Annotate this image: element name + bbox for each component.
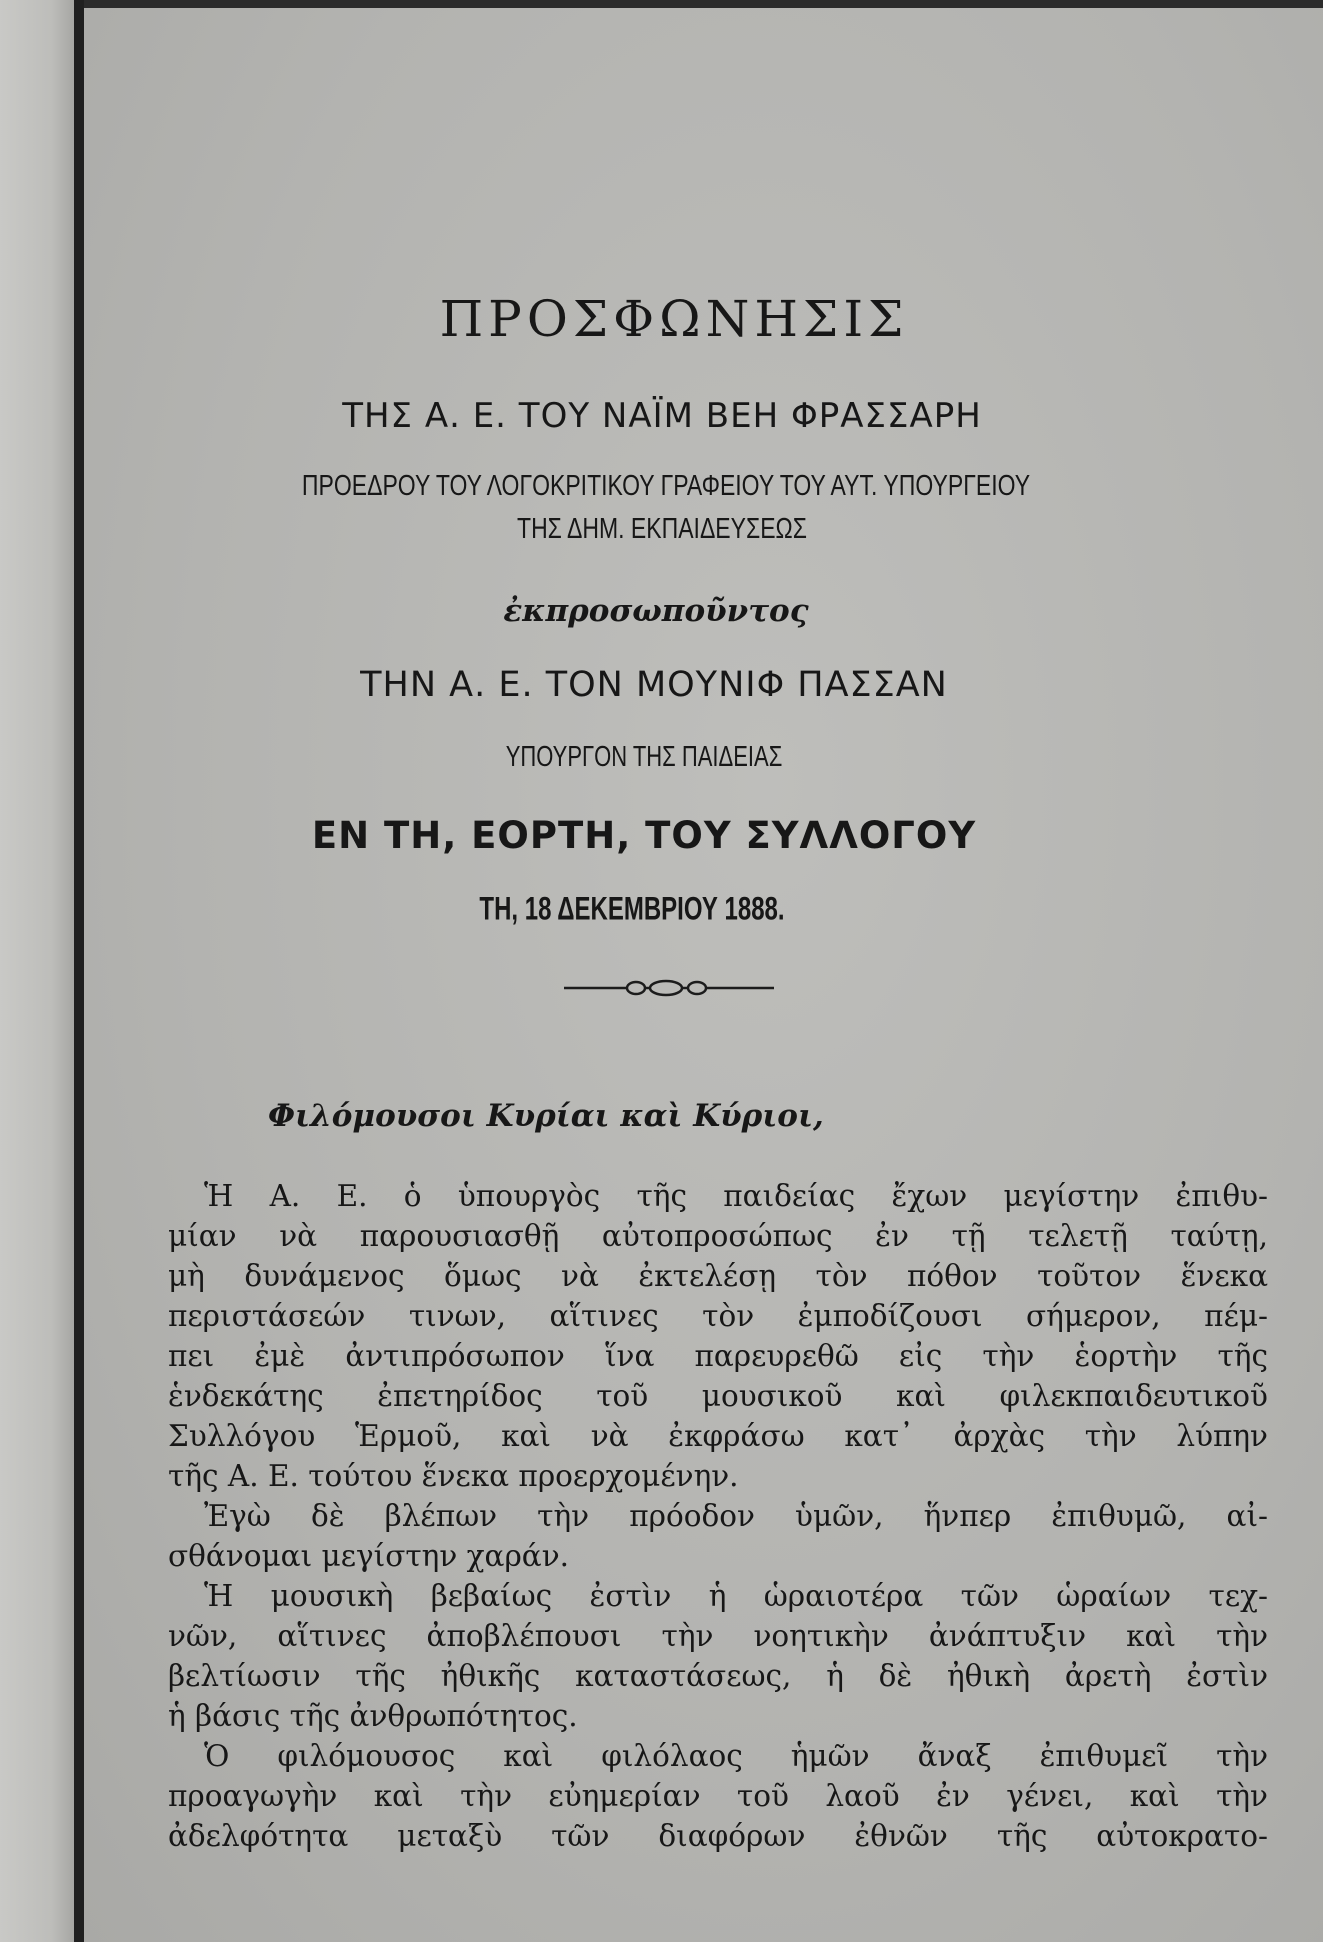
text-line: προαγωγὴν καὶ τὴν εὐημερίαν τοῦ λαοῦ ἐν γένει, καὶ τὴν	[168, 1779, 1268, 1813]
top-edge-rule	[84, 0, 1323, 8]
page-title: ΠΡΟΣΦΩΝΗΣΙΣ	[439, 290, 909, 348]
salutation: Φιλόμουσοι Κυρίαι καὶ Κύριοι,	[268, 1098, 824, 1134]
text-line: Ἡ Α. Ε. ὁ ὑπουργὸς τῆς παιδείας ἔχων μεγίστην ἐπιθυ-	[204, 1179, 1268, 1213]
heading-line-date: ΤΗ, 18 ΔΕΚΕΜΒΡΙΟΥ 1888.	[479, 891, 785, 928]
heading-line-event: ΕΝ ΤΗ, ΕΟΡΤΗ, ΤΟΥ ΣΥΛΛΟΓΟΥ	[311, 814, 977, 857]
text-line: Ἐγὼ δὲ βλέπων τὴν πρόοδον ὑμῶν, ἥνπερ ἐπιθυμῶ, αἰ-	[204, 1499, 1268, 1533]
text-line: ἑνδεκάτης ἐπετηρίδος τοῦ μουσικοῦ καὶ φιλεκπαιδευτικοῦ	[168, 1379, 1268, 1413]
document-page	[84, 8, 1323, 1942]
binding-edge-rule	[74, 0, 84, 1942]
text-line: ἡ βάσις τῆς ἀνθρωπότητος.	[168, 1699, 578, 1733]
heading-line-speaker: ΤΗΣ Α. Ε. ΤΟΥ ΝΑΪΜ ΒΕΗ ΦΡΑΣΣΑΡΗ	[342, 396, 982, 436]
text-line: Συλλόγου Ἑρμοῦ, καὶ νὰ ἐκφράσω κατ᾽ ἀρχὰς τὴν λύπην	[168, 1419, 1268, 1453]
text-line: Ὁ φιλόμουσος καὶ φιλόλαος ἡμῶν ἄναξ ἐπιθυμεῖ τὴν	[204, 1739, 1268, 1773]
heading-line-office: ΠΡΟΕΔΡΟΥ ΤΟΥ ΛΟΓΟΚΡΙΤΙΚΟΥ ΓΡΑΦΕΙΟΥ ΤΟΥ ΑΥΤ. ΥΠΟΥΡΓΕΙΟΥ	[301, 468, 1031, 502]
heading-line-representing: ἐκπροσωποῦντος	[503, 593, 809, 629]
heading-line-ministry: ΤΗΣ ΔΗΜ. ΕΚΠΑΙΔΕΥΣΕΩΣ	[517, 511, 807, 545]
text-line: Ἡ μουσικὴ βεβαίως ἐστὶν ἡ ὡραιοτέρα τῶν ὡραίων τεχ-	[204, 1579, 1268, 1613]
text-line: μὴ δυνάμενος ὅμως νὰ ἐκτελέσῃ τὸν πόθον τοῦτον ἕνεκα	[168, 1259, 1268, 1293]
text-line: πει ἐμὲ ἀντιπρόσωπον ἵνα παρευρεθῶ εἰς τὴν ἑορτὴν τῆς	[168, 1339, 1268, 1373]
text-line: τῆς Α. Ε. τούτου ἕνεκα προερχομένην.	[168, 1459, 739, 1493]
text-line: σθάνομαι μεγίστην χαράν.	[168, 1539, 570, 1573]
text-line: ἀδελφότητα μεταξὺ τῶν διαφόρων ἐθνῶν τῆς αὐτοκρατο-	[168, 1819, 1268, 1853]
heading-line-minister-title: ΥΠΟΥΡΓΟΝ ΤΗΣ ΠΑΙΔΕΙΑΣ	[505, 740, 783, 773]
text-line: περιστάσεών τινων, αἵτινες τὸν ἐμποδίζουσι σήμερον, πέμ-	[168, 1299, 1268, 1333]
text-line: μίαν νὰ παρουσιασθῇ αὐτοπροσώπως ἐν τῇ τελετῇ ταύτῃ,	[168, 1219, 1268, 1253]
heading-line-minister: ΤΗΝ Α. Ε. ΤΟΝ ΜΟΥΝΙΦ ΠΑΣΣΑΝ	[360, 665, 948, 705]
left-page-margin	[0, 0, 74, 1942]
text-line: νῶν, αἵτινες ἀποβλέπουσι τὴν νοητικὴν ἀνάπτυξιν καὶ τὴν	[168, 1619, 1268, 1653]
text-line: βελτίωσιν τῆς ἠθικῆς καταστάσεως, ἡ δὲ ἠθικὴ ἀρετὴ ἐστὶν	[168, 1659, 1268, 1693]
ornament-divider	[564, 976, 774, 1000]
